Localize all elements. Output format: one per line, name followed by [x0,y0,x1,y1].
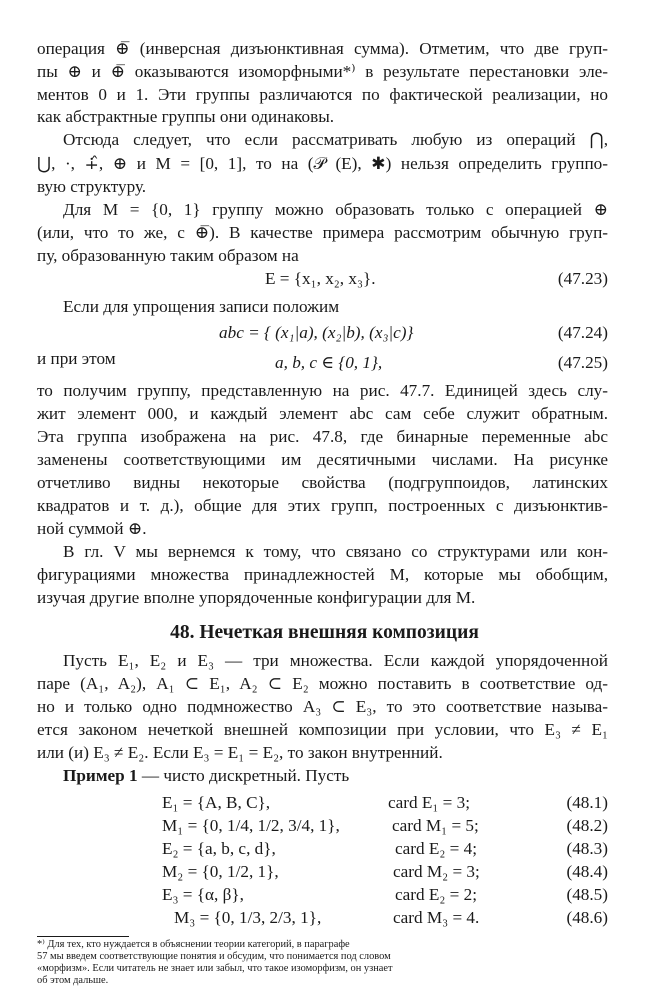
eq48-5-number: (48.5) [566,885,608,904]
paragraph1-line-4: как абстрактные группы они одинаковы. [37,107,335,126]
eq48-2-left: M₁ = {0, 1/4, 1/2, 3/4, 1}, [162,816,340,835]
eq48-5-left: E₃ = {α, β}, [162,885,244,904]
paragraph2-line-1: Отсюда следует, что если рассматривать любую из операций ⋂, [63,130,608,149]
paragraph6-line-2: паре (A₁, A₂), A₁ ⊂ E₁, A₂ ⊂ E₂ можно поставить в соответствие од- [37,674,608,693]
eq48-6-right: card M₃ = 4. [393,908,480,927]
equation-47-23: E = {x₁, x₂, x₃}. [265,269,376,288]
paragraph6-line-3: но и только одно подмножество A₃ ⊂ E₃, то это соответствие называ- [37,697,608,716]
eq48-4-right: card M₂ = 3; [393,862,480,881]
paragraph4-line-2: жит элемент 000, и каждый элемент abc сам себе служит обратным. [37,404,608,423]
footnote-line-2: 57 мы введем соответствующие понятия и обсудим, что понимается под словом [37,951,391,962]
eq48-6-number: (48.6) [566,908,608,927]
paragraph3-line-1: Для M = {0, 1} группу можно образовать только с операцией ⊕ [63,200,608,219]
footnote-line-4: об этом дальше. [37,975,109,986]
eq48-4-number: (48.4) [566,862,608,881]
equation-47-24: abc = { (x₁|a), (x₂|b), (x₃|c)} [219,323,414,342]
footnote-line-1: *⁾ Для тех, кто нуждается в объяснении теории категорий, в параграфе [37,939,350,950]
paragraph6-line-1: Пусть E₁, E₂ и E₃ — три множества. Если каждой упорядоченной [63,651,608,670]
paragraph5-line-1: В гл. V мы вернемся к тому, что связано со структурами или кон- [63,542,608,561]
paragraph3-line-3: пу, образованную таким образом на [37,246,299,265]
paragraph4-line-5: отчетливо видны некоторые свойства (подгруппоидов, латинских [37,473,608,492]
simplify-line: Если для упрощения записи положим [63,297,340,316]
example-label: Пример 1 [63,766,138,785]
example-text: — чисто дискретный. Пусть [141,766,350,785]
eq48-2-right: card M₁ = 5; [392,816,479,835]
paragraph2-line-2: ⋃, ·, ∔̂, ⊕ и M = [0, 1], то на (𝒫 (E), ✱) нельзя определить группо- [37,154,608,173]
paragraph4-line-4: заменены соответствующими им десятичными числами. На рисунке [37,450,608,469]
eq48-1-number: (48.1) [566,793,608,812]
eq48-4-left: M₂ = {0, 1/2, 1}, [162,862,279,881]
paragraph4-line-3: Эта группа изображена на рис. 47.8, где бинарные переменные abc [37,427,608,446]
eq48-6-left: M₃ = {0, 1/3, 2/3, 1}, [174,908,322,927]
example-line [37,765,608,788]
eq48-5-right: card E₂ = 2; [395,885,478,904]
paragraph6-line-4: ется законом нечеткой внешней композиции при условии, что E₃ ≠ E₁ [37,720,608,739]
paragraph2-line-3: вую структуру. [37,177,147,196]
eq48-2-number: (48.2) [566,816,608,835]
eq48-1-left: E₁ = {A, B, C}, [162,793,271,812]
footnote-line-3: «морфизм». Если читатель не знает или забыл, что такое изоморфизм, он узнает [37,963,393,974]
equation-47-25: a, b, c ∈ {0, 1}, [275,353,383,372]
section-heading: 48. Нечеткая внешняя композиция [170,622,479,643]
eq48-3-right: card E₂ = 4; [395,839,478,858]
eq48-1-right: card E₁ = 3; [388,793,471,812]
and-line: и при этом [37,349,116,368]
paragraph1-line-1: операция ⊕̅ (инверсная дизъюнктивная сумма). Отметим, что две груп- [37,39,608,58]
equation-number-47-23: (47.23) [557,269,608,288]
paragraph5-line-3: изучая другие вполне упорядоченные конфигурации для M. [37,588,476,607]
eq48-3-left: E₂ = {a, b, c, d}, [162,839,276,858]
paragraph4-line-1: то получим группу, представленную на рис. 47.7. Единицей здесь слу- [37,381,608,400]
paragraph3-line-2: (или, что то же, с ⊕̅). В качестве примера рассмотрим обычную груп- [37,223,608,242]
paragraph4-line-7: ной суммой ⊕. [37,519,147,538]
paragraph4-line-6: квадратов и т. д.), общие для этих групп, построенных с дизъюнктив- [37,496,608,515]
equation-number-47-25: (47.25) [557,353,608,372]
paragraph1-line-2: пы ⊕ и ⊕̅ оказываются изоморфными*⁾ в результате перестановки эле- [37,62,608,81]
equation-number-47-24: (47.24) [557,323,608,342]
paragraph6-line-5: или (и) E₃ ≠ E₂. Если E₃ = E₁ = E₂, то закон внутренний. [37,743,443,762]
eq48-3-number: (48.3) [566,839,608,858]
paragraph5-line-2: фигурациями множества принадлежностей M, которые мы обобщим, [37,565,608,584]
paragraph1-line-3: ментов 0 и 1. Эти группы различаются по фактической реализации, но [37,85,608,104]
